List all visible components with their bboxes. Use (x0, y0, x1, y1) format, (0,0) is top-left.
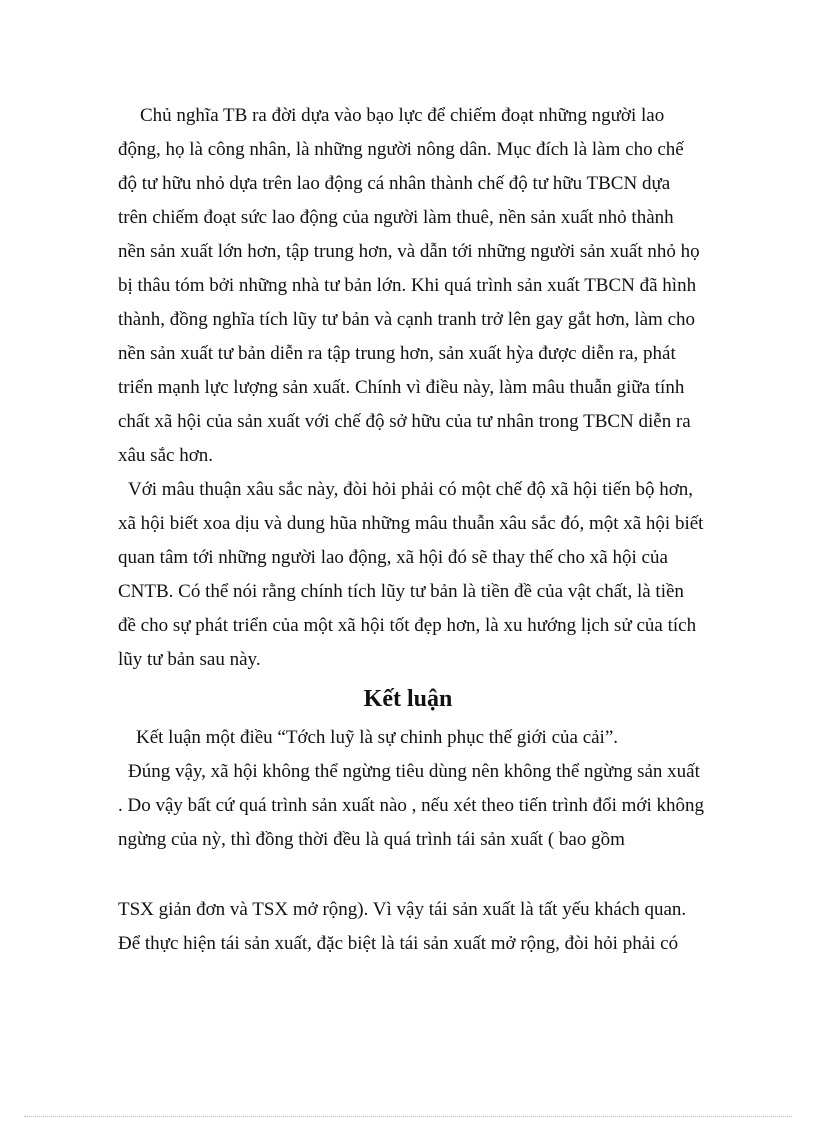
text-line: động, họ là công nhân, là những người nông dân. Mục đích là làm cho chế (118, 139, 684, 160)
text-line: quan tâm tới những người lao động, xã hội đó sẽ thay thế cho xã hội của (118, 547, 668, 568)
text-line: bị thâu tóm bởi những nhà tư bản lớn. Khi quá trình sản xuất TBCN đã hình (118, 275, 697, 296)
text-line: ngừng của nỳ, thì đồng thời đều là quá trình tái sản xuất ( bao gồm (118, 829, 625, 850)
text-line: Chủ nghĩa TB ra đời dựa vào bạo lực để chiếm đoạt những người lao (140, 105, 665, 126)
page-bottom-divider (24, 1116, 792, 1117)
text-line: thành, đồng nghĩa tích lũy tư bản và cạnh tranh trở lên gay gắt hơn, làm cho (118, 309, 696, 330)
text-line: độ tư hữu nhỏ dựa trên lao động cá nhân thành chế độ tư hữu TBCN dựa (118, 173, 671, 194)
section-heading: Kết luận (363, 686, 453, 712)
text-line: nền sản xuất lớn hơn, tập trung hơn, và dẫn tới những người sản xuất nhỏ họ (118, 241, 700, 262)
text-line: xâu sắc hơn. (118, 445, 213, 466)
text-line: Để thực hiện tái sản xuất, đặc biệt là tái sản xuất mở rộng, đòi hỏi phải có (118, 933, 679, 954)
text-line: nền sản xuất tư bản diễn ra tập trung hơn, sản xuất hỳa được diễn ra, phát (118, 343, 676, 364)
text-line: Với mâu thuận xâu sắc này, đòi hỏi phải có một chế độ xã hội tiến bộ hơn, (128, 479, 693, 500)
text-line: lũy tư bản sau này. (118, 649, 261, 670)
text-line: Kết luận một điều “Tớch luỹ là sự chinh phục thế giới của cải”. (136, 727, 619, 748)
text-line: đề cho sự phát triển của một xã hội tốt đẹp hơn, là xu hướng lịch sử của tích (118, 615, 697, 636)
text-line: Đúng vậy, xã hội không thể ngừng tiêu dùng nên không thể ngừng sản xuất (128, 761, 700, 782)
text-line: trên chiếm đoạt sức lao động của người làm thuê, nền sản xuất nhỏ thành (118, 207, 674, 228)
text-line: . Do vậy bất cứ quá trình sản xuất nào , nếu xét theo tiến trình đổi mới không (118, 795, 705, 816)
text-line: xã hội biết xoa dịu và dung hũa những mâu thuẫn xâu sắc đó, một xã hội biết (118, 513, 704, 534)
text-line: CNTB. Có thể nói rằng chính tích lũy tư bản là tiền đề của vật chất, là tiền (118, 581, 684, 602)
text-line: chất xã hội của sản xuất với chế độ sở hữu của tư nhân trong TBCN diễn ra (118, 411, 691, 432)
text-line: triển mạnh lực lượng sản xuất. Chính vì điều này, làm mâu thuẫn giữa tính (118, 377, 685, 398)
text-line: TSX giản đơn và TSX mở rộng). Vì vậy tái sản xuất là tất yếu khách quan. (118, 899, 687, 920)
